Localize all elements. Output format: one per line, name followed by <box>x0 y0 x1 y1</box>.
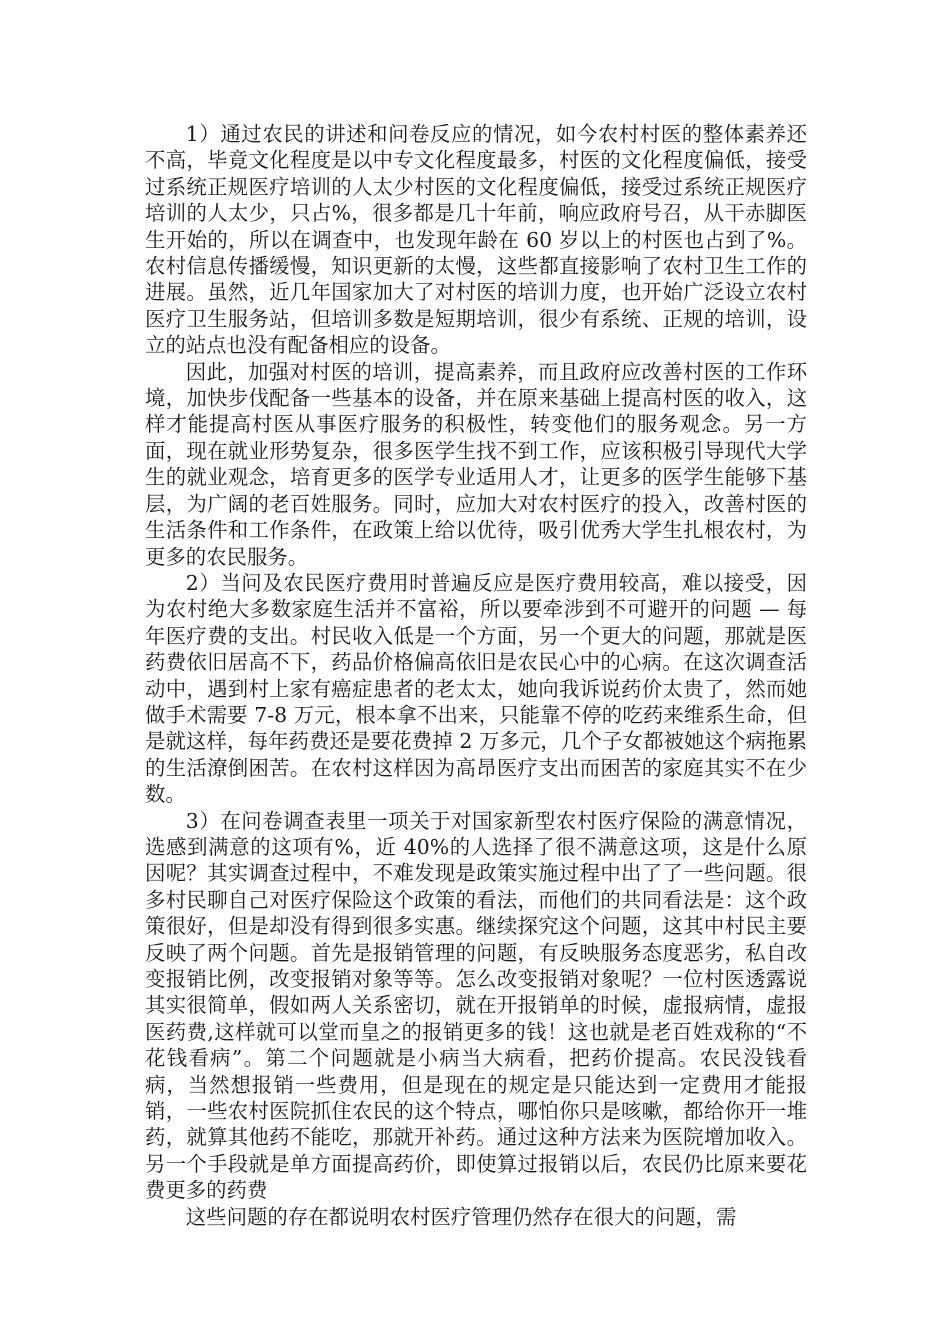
paragraph-village-doctor-quality: 1）通过农民的讲述和问卷反应的情况，如今农村村医的整体素养还不高，毕竟文化程度是以中专文化程度最多，村医的文化程度偏低，接受过系统正规医疗培训的人太少村医的文化程度偏低，接受过系统正规医疗培训的人太少，只占%，很多都是几十年前，响应政府号召，从干赤脚医生开始的，所以在调查中，也发现年龄在 60 岁以上的村医也占到了%。农村信息传播缓慢，知识更新的太慢，这些都直接影响了农村卫生工作的进展。虽然，近几年国家加大了对村医的培训力度，也开始广泛设立农村医疗卫生服务站，但培训多数是短期培训，很少有系统、正规的培训，设立的站点也没有配备相应的设备。 <box>145 122 807 358</box>
paragraph-insurance-satisfaction: 3）在问卷调查表里一项关于对国家新型农村医疗保险的满意情况，选感到满意的这项有%，近 40%的人选择了很不满意这项，这是什么原因呢？其实调查过程中，不难发现是政策实施过程中出了了一些问题。很多村民聊自己对医疗保险这个政策的看法，而他们的共同看法是：这个政策很好，但是却没有得到很多实惠。继续探究这个问题，这其中村民主要反映了两个问题。首先是报销管理的问题，有反映服务态度恶劣，私自改变报销比例，改变报销对象等等。怎么改变报销对象呢？一位村医透露说其实很简单，假如两人关系密切，就在开报销单的时候，虚报病情，虚报医药费,这样就可以堂而皇之的报销更多的钱！这也就是老百姓戏称的“不花钱看病”。第二个问题就是小病当大病看，把药价提高。农民没钱看病，当然想报销一些费用，但是现在的规定是只能达到一定费用才能报销，一些农村医院抓住农民的这个特点，哪怕你只是咳嗽，都给你开一堆药，就算其他药不能吃，那就开补药。通过这种方法来为医院增加收入。另一个手段就是单方面提高药价，即使算过报销以后，农民仍比原来要花费更多的药费 <box>145 808 807 1203</box>
document-body <box>145 121 807 1230</box>
paragraph-medical-costs: 2）当问及农民医疗费用时普遍反应是医疗费用较高，难以接受，因为农村绝大多数家庭生活并不富裕，所以要牵涉到不可避开的问题 — 每年医疗费的支出。村民收入低是一个方面，另一个更大的问题，那就是医药费依旧居高不下，药品价格偏高依旧是农民心中的心病。在这次调查活动中，遇到村上家有癌症患者的老太太，她向我诉说药价太贵了，然而她做手术需要 7-8 万元，根本拿不出来，只能靠不停的吃药来维系生命，但是就这样，每年药费还是要花费掉 2 万多元，几个子女都被她这个病拖累的生活潦倒困苦。在农村这样因为高昂医疗支出而困苦的家庭其实不在少数。 <box>145 570 807 807</box>
paragraph-training-recommendation: 因此，加强对村医的培训，提高素养，而且政府应改善村医的工作环境，加快步伐配备一些基本的设备，并在原来基础上提高村医的收入，这样才能提高村医从事医疗服务的积极性，转变他们的服务观念。另一方面，现在就业形势复杂，很多医学生找不到工作，应该积极引导现代大学生的就业观念，培育更多的医学专业适用人才，让更多的医学生能够下基层，为广阔的老百姓服务。同时，应加大对农村医疗的投入，改善村医的生活条件和工作条件，在政策上给以优待，吸引优秀大学生扎根农村，为更多的农民服务。 <box>145 359 807 569</box>
paragraph-management-problems: 这些问题的存在都说明农村医疗管理仍然存在很大的问题，需 <box>185 1204 737 1229</box>
